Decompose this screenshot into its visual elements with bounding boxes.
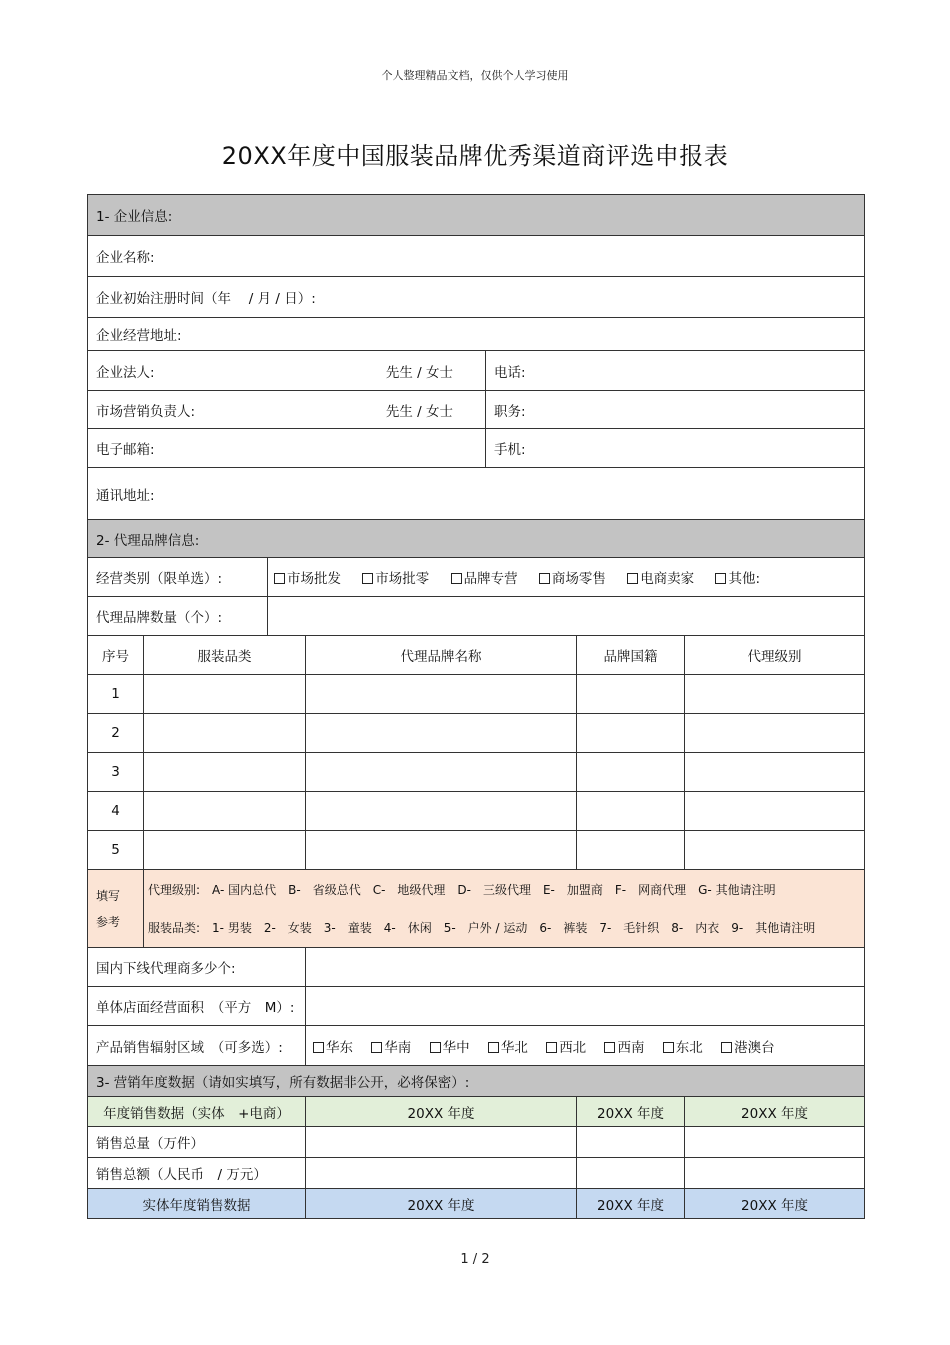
checkbox-icon bbox=[721, 1042, 732, 1053]
checkbox-icon bbox=[313, 1042, 324, 1053]
page-title: 20XX年度中国服装品牌优秀渠道商评选申报表 bbox=[221, 142, 729, 170]
business-option-mall-retail[interactable]: 商场零售 bbox=[539, 567, 606, 587]
region-option-south[interactable]: 华南 bbox=[371, 1036, 411, 1056]
table-row bbox=[88, 753, 865, 792]
brand-name-cell[interactable] bbox=[306, 831, 577, 870]
checkbox-icon bbox=[604, 1042, 615, 1053]
gender-option-2[interactable]: 先生 / 女士 bbox=[385, 403, 453, 420]
category-cell[interactable] bbox=[144, 753, 306, 792]
company-name-field[interactable]: 企业名称: bbox=[88, 236, 865, 277]
table-row bbox=[88, 714, 865, 753]
table-row bbox=[88, 675, 865, 714]
category-cell[interactable] bbox=[144, 714, 306, 753]
col-header-index: 序号 bbox=[88, 636, 144, 675]
store-area-label: 单体店面经营面积 （平方 M）: bbox=[88, 987, 306, 1026]
nationality-cell[interactable] bbox=[577, 831, 685, 870]
region-option-north[interactable]: 华北 bbox=[488, 1036, 528, 1056]
year2-header-1: 20XX 年度 bbox=[306, 1189, 577, 1219]
region-options bbox=[306, 1026, 865, 1066]
gender-option-1[interactable]: 先生 / 女士 bbox=[385, 364, 453, 381]
region-label: 产品销售辐射区域 （可多选）: bbox=[88, 1026, 306, 1066]
category-cell[interactable] bbox=[144, 831, 306, 870]
checkbox-icon bbox=[539, 573, 550, 584]
registration-date-field[interactable]: 企业初始注册时间（年 / 月 / 日）: bbox=[88, 277, 865, 318]
region-option-northeast[interactable]: 东北 bbox=[663, 1036, 703, 1056]
volume-cell-3[interactable] bbox=[685, 1127, 865, 1158]
reference-notes bbox=[144, 870, 865, 948]
business-option-brand-store[interactable]: 品牌专营 bbox=[451, 567, 518, 587]
row-index: 2 bbox=[88, 714, 144, 753]
region-option-east[interactable]: 华东 bbox=[313, 1036, 353, 1056]
marketing-head-field[interactable] bbox=[88, 391, 486, 429]
col-header-agent-level: 代理级别 bbox=[685, 636, 865, 675]
legal-person-field[interactable] bbox=[88, 351, 486, 391]
business-option-wholesale[interactable]: 市场批发 bbox=[274, 567, 341, 587]
row-index: 1 bbox=[88, 675, 144, 714]
table-row bbox=[88, 831, 865, 870]
col-header-brand-name: 代理品牌名称 bbox=[306, 636, 577, 675]
reference-categories: 服装品类: 1- 男装 2- 女装 3- 童装 4- 休闲 5- 户外 / 运动 6- 裤装 7- 毛针织 8- 内衣 9- 其他请注明 bbox=[148, 920, 816, 935]
brand-name-cell[interactable] bbox=[306, 792, 577, 831]
checkbox-icon bbox=[715, 573, 726, 584]
checkbox-icon bbox=[488, 1042, 499, 1053]
business-type-label: 经营类别（限单选）: bbox=[88, 558, 268, 597]
amount-cell-3[interactable] bbox=[685, 1158, 865, 1189]
checkbox-icon bbox=[362, 573, 373, 584]
table-row bbox=[88, 792, 865, 831]
checkbox-icon bbox=[430, 1042, 441, 1053]
section-header-sales-data: 3- 营销年度数据（请如实填写，所有数据非公开，必将保密）: bbox=[88, 1066, 865, 1097]
year-header-3: 20XX 年度 bbox=[685, 1097, 865, 1127]
checkbox-icon bbox=[371, 1042, 382, 1053]
year-header-1: 20XX 年度 bbox=[306, 1097, 577, 1127]
annual-sales-label: 年度销售数据（实体 +电商） bbox=[88, 1097, 306, 1127]
section-header-company-info: 1- 企业信息: bbox=[88, 195, 865, 236]
position-field[interactable]: 职务: bbox=[486, 391, 865, 429]
year2-header-2: 20XX 年度 bbox=[577, 1189, 685, 1219]
brand-count-input[interactable] bbox=[268, 597, 865, 636]
region-option-southwest[interactable]: 西南 bbox=[604, 1036, 644, 1056]
nationality-cell[interactable] bbox=[577, 714, 685, 753]
physical-sales-label: 实体年度销售数据 bbox=[88, 1189, 306, 1219]
region-option-central[interactable]: 华中 bbox=[430, 1036, 470, 1056]
row-index: 3 bbox=[88, 753, 144, 792]
mail-address-field[interactable]: 通讯地址: bbox=[88, 468, 865, 520]
amount-cell-1[interactable] bbox=[306, 1158, 577, 1189]
checkbox-icon bbox=[451, 573, 462, 584]
distributors-label: 国内下线代理商多少个: bbox=[88, 948, 306, 987]
region-option-hk-macau-taiwan[interactable]: 港澳台 bbox=[721, 1036, 775, 1056]
brand-name-cell[interactable] bbox=[306, 714, 577, 753]
nationality-cell[interactable] bbox=[577, 753, 685, 792]
business-option-wholesale-retail[interactable]: 市场批零 bbox=[362, 567, 429, 587]
agent-level-cell[interactable] bbox=[685, 714, 865, 753]
row-index: 4 bbox=[88, 792, 144, 831]
col-header-nationality: 品牌国籍 bbox=[577, 636, 685, 675]
year2-header-3: 20XX 年度 bbox=[685, 1189, 865, 1219]
checkbox-icon bbox=[663, 1042, 674, 1053]
reference-label: 填写 参考 bbox=[88, 870, 144, 948]
phone-field[interactable]: 电话: bbox=[486, 351, 865, 391]
page-number: 1 / 2 bbox=[460, 1252, 490, 1267]
email-field[interactable]: 电子邮箱: bbox=[88, 429, 486, 468]
region-option-northwest[interactable]: 西北 bbox=[546, 1036, 586, 1056]
category-cell[interactable] bbox=[144, 792, 306, 831]
total-amount-label: 销售总额（人民币 / 万元） bbox=[88, 1158, 306, 1189]
section-header-brand-info: 2- 代理品牌信息: bbox=[88, 520, 865, 558]
checkbox-icon bbox=[274, 573, 285, 584]
agent-level-cell[interactable] bbox=[685, 792, 865, 831]
category-cell[interactable] bbox=[144, 675, 306, 714]
marketing-head-label: 市场营销负责人: bbox=[96, 403, 196, 420]
reference-agent-levels: 代理级别: A- 国内总代 B- 省级总代 C- 地级代理 D- 三级代理 E- 加盟商 F- 网商代理 G- 其他请注明 bbox=[148, 882, 776, 897]
volume-cell-2[interactable] bbox=[577, 1127, 685, 1158]
business-option-ecommerce[interactable]: 电商卖家 bbox=[627, 567, 694, 587]
agent-level-cell[interactable] bbox=[685, 831, 865, 870]
business-option-other[interactable]: 其他: bbox=[715, 567, 760, 587]
brand-count-label: 代理品牌数量（个）: bbox=[88, 597, 268, 636]
mobile-field[interactable]: 手机: bbox=[486, 429, 865, 468]
volume-cell-1[interactable] bbox=[306, 1127, 577, 1158]
brand-name-cell[interactable] bbox=[306, 675, 577, 714]
amount-cell-2[interactable] bbox=[577, 1158, 685, 1189]
row-index: 5 bbox=[88, 831, 144, 870]
legal-person-label: 企业法人: bbox=[96, 364, 155, 381]
agent-level-cell[interactable] bbox=[685, 753, 865, 792]
brand-name-cell[interactable] bbox=[306, 753, 577, 792]
business-address-field[interactable]: 企业经营地址: bbox=[88, 318, 865, 351]
nationality-cell[interactable] bbox=[577, 792, 685, 831]
agent-level-cell[interactable] bbox=[685, 675, 865, 714]
col-header-category: 服装品类 bbox=[144, 636, 306, 675]
checkbox-icon bbox=[627, 573, 638, 584]
nationality-cell[interactable] bbox=[577, 675, 685, 714]
store-area-input[interactable] bbox=[306, 987, 865, 1026]
application-form-table bbox=[87, 194, 865, 1219]
year-header-2: 20XX 年度 bbox=[577, 1097, 685, 1127]
total-volume-label: 销售总量（万件） bbox=[88, 1127, 306, 1158]
header-note: 个人整理精品文档，仅供个人学习使用 bbox=[381, 69, 569, 82]
checkbox-icon bbox=[546, 1042, 557, 1053]
distributors-input[interactable] bbox=[306, 948, 865, 987]
business-type-options bbox=[268, 558, 865, 597]
